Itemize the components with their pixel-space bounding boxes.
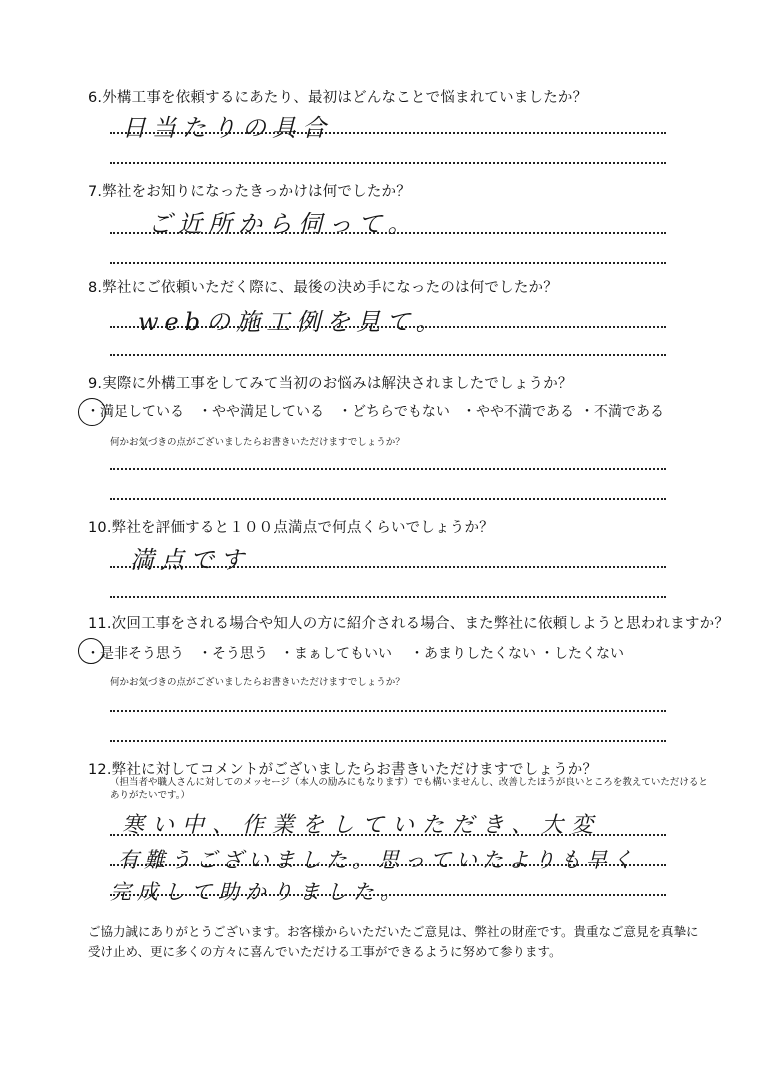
answer-8: webの施工例を見て。 bbox=[138, 308, 446, 336]
options-11 bbox=[86, 643, 636, 663]
option-somewhat-satisfied[interactable]: ・やや満足している bbox=[198, 404, 324, 420]
answer-line bbox=[110, 162, 666, 164]
answer-line bbox=[110, 834, 666, 836]
answer-line bbox=[110, 354, 666, 356]
footer-thanks: ご協力誠にありがとうございます。お客様からいただいたご意見は、弊社の財産です。貴重なご意見を真摯に受け止め、更に多くの方々に喜んでいただける工事ができるように努めて参ります。 bbox=[88, 924, 699, 959]
question-11: 11.次回工事をされる場合や知人の方に紹介される場合、また弊社に依頼しようと思われますか？ bbox=[88, 616, 730, 632]
selected-circle-mark bbox=[78, 638, 104, 664]
option-maybe[interactable]: ・まぁしてもいい bbox=[280, 646, 392, 662]
option-somewhat-dissatisfied[interactable]: ・やや不満である bbox=[462, 404, 574, 420]
question-6: 6.外構工事を依頼するにあたり、最初はどんなことで悩まれていましたか？ bbox=[88, 90, 588, 106]
option-not-really[interactable]: ・あまりしたくない bbox=[410, 646, 536, 662]
answer-10: 満点です bbox=[130, 546, 250, 574]
answer-7: ご近所から伺って。 bbox=[148, 210, 418, 238]
answer-line bbox=[110, 132, 666, 134]
answer-6: 日当たりの具合 bbox=[122, 114, 332, 142]
option-definitely[interactable]: ・是非そう思う bbox=[86, 646, 184, 662]
question-9: 9.実際に外構工事をしてみて当初のお悩みは解決されましたでしょうか？ bbox=[88, 376, 573, 392]
answer-line bbox=[110, 232, 666, 234]
option-satisfied[interactable]: ・満足している bbox=[86, 404, 184, 420]
followup-9: 何かお気づきの点がございましたらお書きいただけますでしょうか？ bbox=[110, 437, 405, 448]
answer-line bbox=[110, 710, 666, 712]
option-no[interactable]: ・したくない bbox=[540, 646, 624, 662]
answer-12-line-2: 有難うございました。思っていたよりも早く bbox=[118, 848, 638, 872]
option-think-so[interactable]: ・そう思う bbox=[198, 646, 268, 662]
followup-11: 何かお気づきの点がございましたらお書きいただけますでしょうか？ bbox=[110, 677, 405, 688]
answer-12-line-1: 寒い中、作業をしていただき、大変 bbox=[122, 813, 602, 838]
question-12: 12.弊社に対してコメントがございましたらお書きいただけますでしょうか？ bbox=[88, 762, 598, 778]
answer-line bbox=[110, 326, 666, 328]
option-neutral[interactable]: ・どちらでもない bbox=[338, 404, 450, 420]
question-8: 8.弊社にご依頼いただく際に、最後の決め手になったのは何でしたか？ bbox=[88, 280, 558, 296]
answer-line bbox=[110, 596, 666, 598]
answer-line bbox=[110, 894, 666, 896]
option-dissatisfied[interactable]: ・不満である bbox=[580, 404, 664, 420]
answer-line bbox=[110, 566, 666, 568]
question-12-note: （担当者や職人さんに対してのメッセージ（本人の励みにもなります）でも構いませんし、改善したほうが良いところを教えていただけるとありがたいです。） bbox=[110, 777, 708, 801]
answer-line bbox=[110, 740, 666, 742]
question-7: 7.弊社をお知りになったきっかけは何でしたか？ bbox=[88, 184, 411, 200]
answer-line bbox=[110, 864, 666, 866]
answer-line bbox=[110, 468, 666, 470]
question-10: 10.弊社を評価すると１００点満点で何点くらいでしょうか？ bbox=[88, 520, 494, 536]
answer-12-line-3: 完成して助かりました。 bbox=[110, 880, 407, 904]
selected-circle-mark bbox=[78, 398, 106, 426]
answer-line bbox=[110, 498, 666, 500]
answer-line bbox=[110, 262, 666, 264]
options-9 bbox=[86, 401, 680, 421]
